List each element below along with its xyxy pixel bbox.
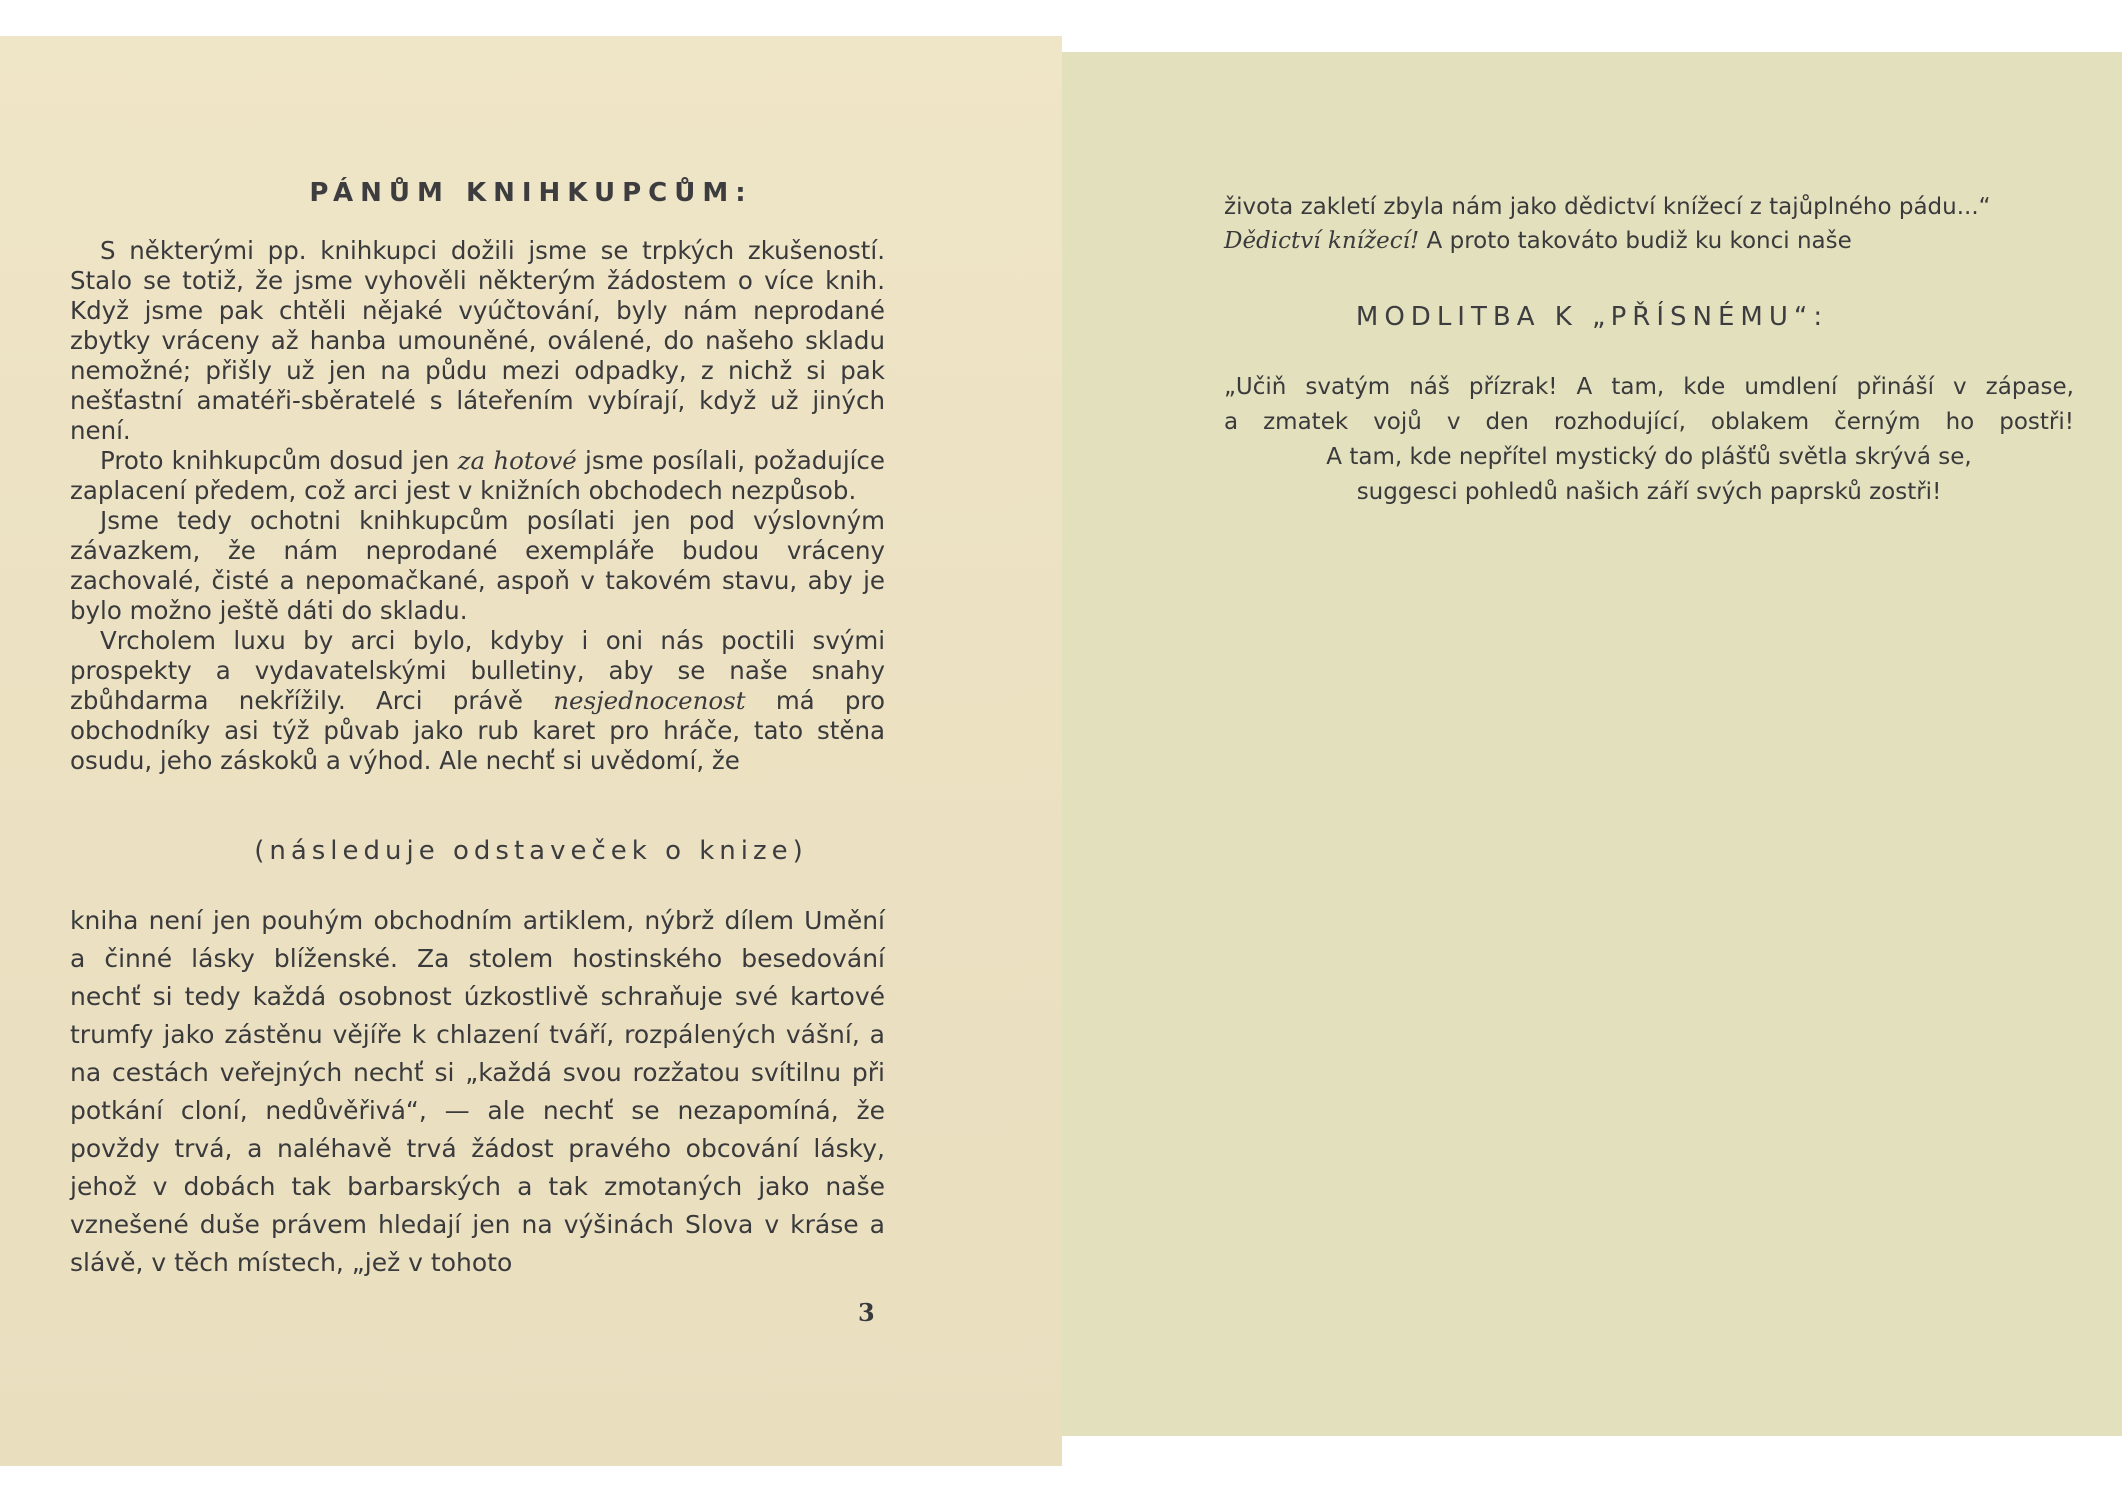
paragraph-1: S některými pp. knihkupci dožili jsme se trpkých zkušeností. Stalo se totiž, že jsme vyhověli některým žádostem o více knih. Když jsme pak chtěli nějaké vyúčtování, byly nám neprodané zbytky vráceny až hanba umouněné, oválené, do našeho skladu nemožné; přišly už jen na půdu mezi odpadky, z nichž si pak nešťastní amatéři-sběratelé s láteřením vybírají, když už jiných není. [70, 236, 885, 445]
right-page [1062, 52, 2122, 1436]
paragraph-2 [70, 446, 885, 506]
paragraph-2-start: Proto knihkupcům dosud jen [100, 446, 450, 475]
right-page-top-text [1224, 190, 2074, 258]
left-page-body [70, 236, 885, 776]
emphasis-dedictvi-knizeci: Dědictví knížecí! [1224, 228, 1420, 254]
emphasis-nesjednocenost: nesjednocenost [553, 686, 746, 715]
right-top-line-2-text: A proto takováto budiž ku konci naše [1426, 228, 1852, 254]
paragraph-3: Jsme tedy ochotni knihkupcům posílati jen pod výslovným závazkem, že nám neprodané exempláře budou vráceny zachovalé, čisté a nepomačkané, aspoň v takovém stavu, aby je bylo možno ještě dáti do skladu. [70, 506, 885, 625]
emphasis-za-hotove: za hotové [457, 446, 577, 475]
prayer-line-2: a zmatek vojů v den rozhodující, oblakem černým ho postři! [1224, 409, 2074, 435]
paragraph-2-end: jsme posílali, požadujíce zaplacení předem, což arci jest v knižních obchodech nezpůsob. [70, 446, 885, 505]
left-page [0, 36, 1062, 1466]
right-page-heading: MODLITBA K „PŘÍSNÉMU“: [1355, 302, 1829, 332]
left-page-lower-text [70, 902, 885, 1282]
left-page-heading: PÁNŮM KNIHKUPCŮM: [309, 178, 753, 208]
right-top-line-1: života zakletí zbyla nám jako dědictví knížecí z tajůplného pádu...“ [1224, 194, 1991, 220]
paragraph-4 [70, 626, 885, 776]
sub-heading: (následuje odstaveček o knize) [254, 836, 808, 866]
paragraph-4-end: má pro obchodníky asi týž půvab jako rub karet pro hráče, tato stěna osudu, jeho záskoků a výhod. Ale nechť si uvědomí, že [70, 686, 886, 775]
prayer-line-1: „Učiň svatým náš přízrak! A tam, kde umdlení přináší v zápase, [1224, 374, 2074, 400]
paragraph-4-start: Vrcholem luxu by arci bylo, kdyby i oni nás poctili svými prospekty a vydavatelskými bulletiny, aby se naše snahy zbůhdarma nekřížily. Arci právě [70, 626, 885, 715]
prayer-line-4: suggesci pohledů našich září svých paprsků zostři! [1356, 479, 1942, 505]
right-top-line-2 [1224, 224, 2074, 258]
page-number: 3 [858, 1298, 875, 1327]
prayer [1224, 370, 2074, 510]
lower-paragraph: kniha není jen pouhým obchodním artiklem, nýbrž dílem Umění a činné lásky blíženské. Za stolem hostinského besedování nechť si tedy každá osobnost úzkostlivě schraňuje své kartové trumfy jako zástěnu vějíře k chlazení tváří, rozpálených vášní, a na cestách veřejných nechť si „každá svou rozžatou svítilnu při potkání cloní, nedůvěřivá“, — ale nechť se nezapomíná, že povždy trvá, a naléhavě trvá žádost pravého obcování lásky, jehož v dobách tak barbarských a tak zmotaných jako naše vznešené duše právem hledají jen na výšinách Slova v kráse a slávě, v těch místech, „jež v tohoto [70, 906, 885, 1277]
prayer-line-3: A tam, kde nepřítel mystický do plášťů světla skrývá se, [1326, 444, 1972, 470]
